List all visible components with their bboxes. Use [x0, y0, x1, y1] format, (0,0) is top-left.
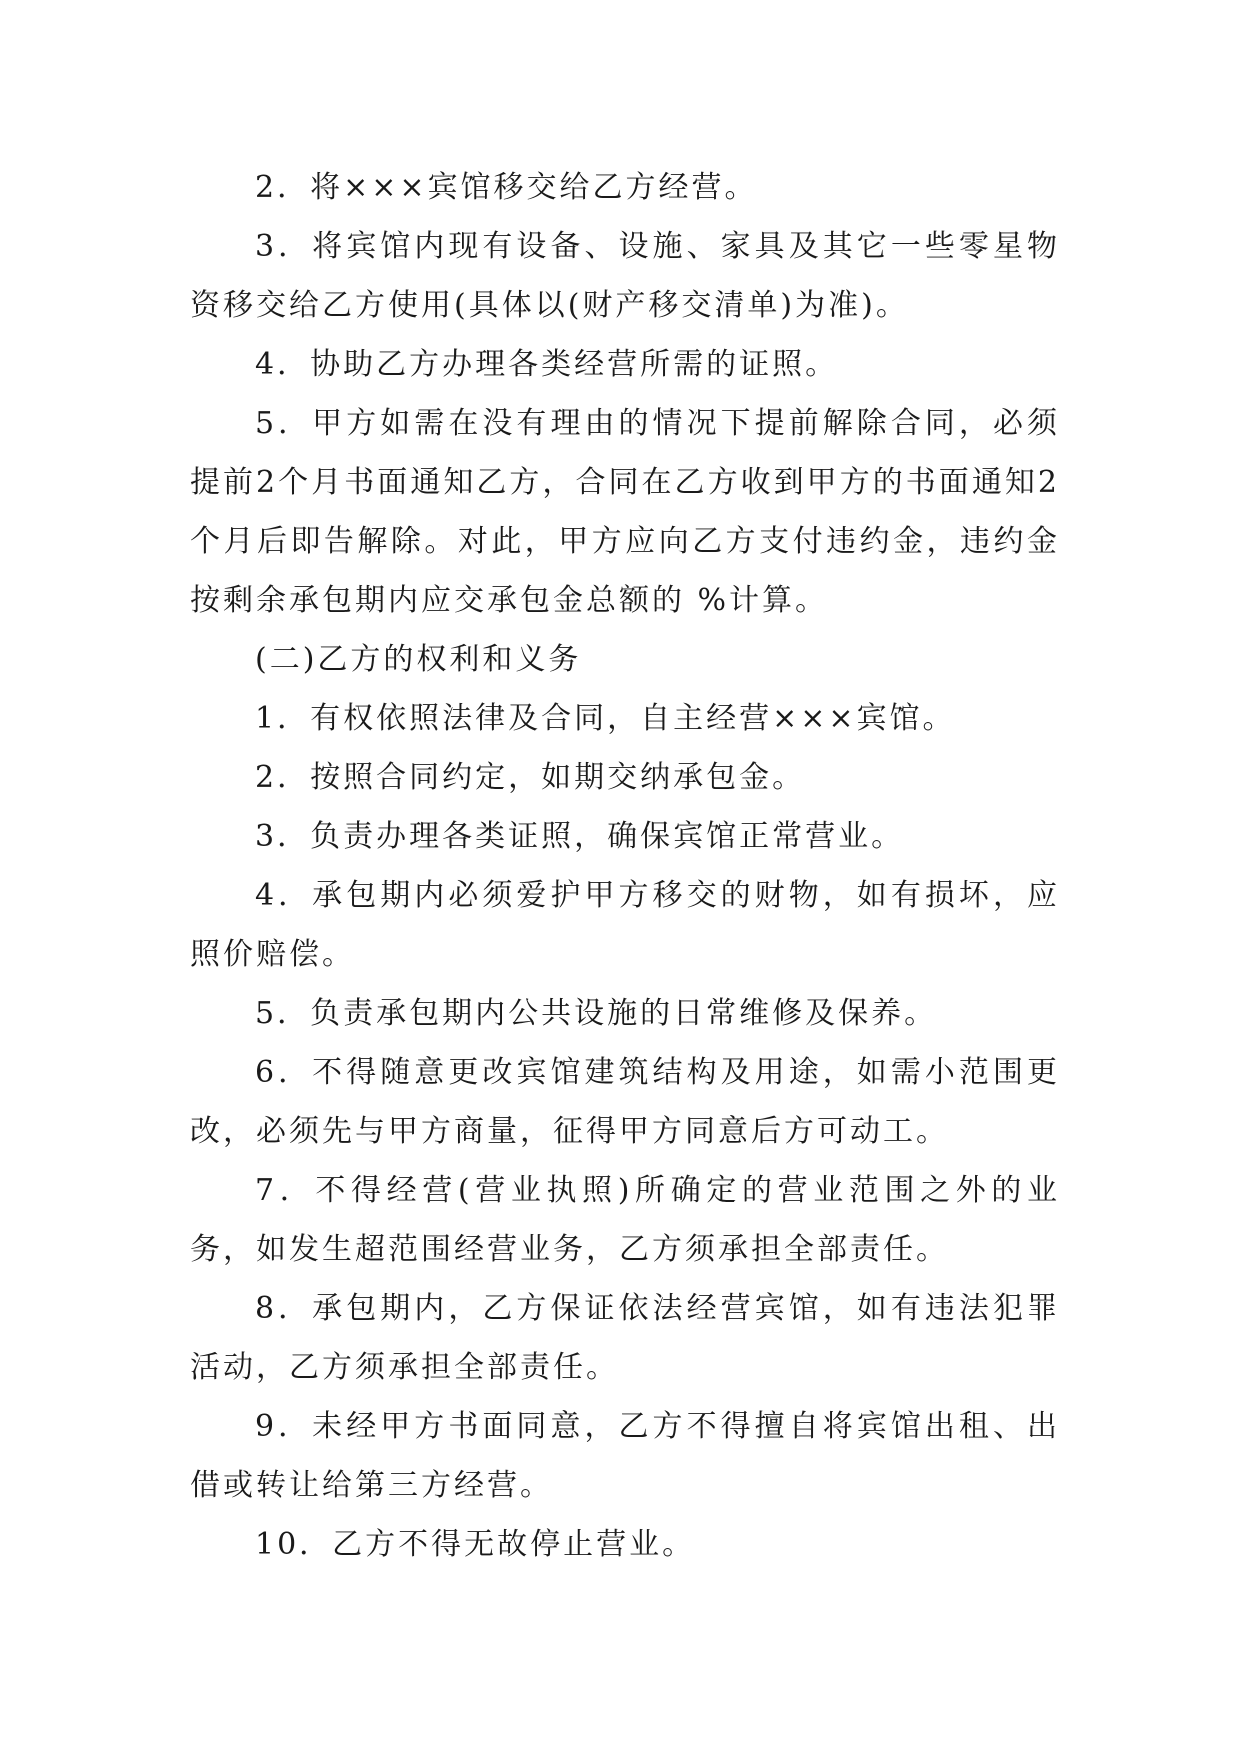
paragraph-party-b-item-8: 8．承包期内，乙方保证依法经营宾馆，如有违法犯罪活动，乙方须承担全部责任。 — [190, 1291, 1060, 1385]
paragraph-party-b-item-4: 4．承包期内必须爱护甲方移交的财物，如有损坏，应照价赔偿。 — [190, 878, 1060, 972]
paragraph-party-b-item-9: 9．未经甲方书面同意，乙方不得擅自将宾馆出租、出借或转让给第三方经营。 — [190, 1409, 1060, 1503]
paragraph-party-b-item-2: 2．按照合同约定，如期交纳承包金。 — [255, 760, 806, 795]
paragraph-party-b-item-3: 3．负责办理各类证照，确保宾馆正常营业。 — [255, 819, 905, 854]
paragraph-party-a-item-2: 2．将×××宾馆移交给乙方经营。 — [255, 170, 758, 205]
paragraph-party-a-item-3: 3．将宾馆内现有设备、设施、家具及其它一些零星物资移交给乙方使用(具体以(财产移交清单)为准)。 — [190, 229, 1060, 323]
paragraph-party-a-item-4: 4．协助乙方办理各类经营所需的证照。 — [255, 347, 839, 382]
section-heading-party-b: (二)乙方的权利和义务 — [255, 642, 582, 677]
paragraph-party-b-item-7: 7．不得经营(营业执照)所确定的营业范围之外的业务，如发生超范围经营业务，乙方须承担全部责任。 — [190, 1173, 1060, 1267]
document-body — [190, 158, 1060, 1574]
paragraph-party-b-item-6: 6．不得随意更改宾馆建筑结构及用途，如需小范围更改，必须先与甲方商量，征得甲方同意后方可动工。 — [190, 1055, 1060, 1149]
paragraph-party-a-item-5: 5．甲方如需在没有理由的情况下提前解除合同，必须提前2个月书面通知乙方，合同在乙方收到甲方的书面通知2个月后即告解除。对此，甲方应向乙方支付违约金，违约金按剩余承包期内应交承包金总额的 %计算。 — [190, 406, 1060, 618]
paragraph-party-b-item-5: 5．负责承包期内公共设施的日常维修及保养。 — [255, 996, 938, 1031]
paragraph-party-b-item-1: 1．有权依照法律及合同，自主经营×××宾馆。 — [255, 701, 956, 736]
paragraph-party-b-item-10: 10．乙方不得无故停止营业。 — [255, 1527, 696, 1562]
